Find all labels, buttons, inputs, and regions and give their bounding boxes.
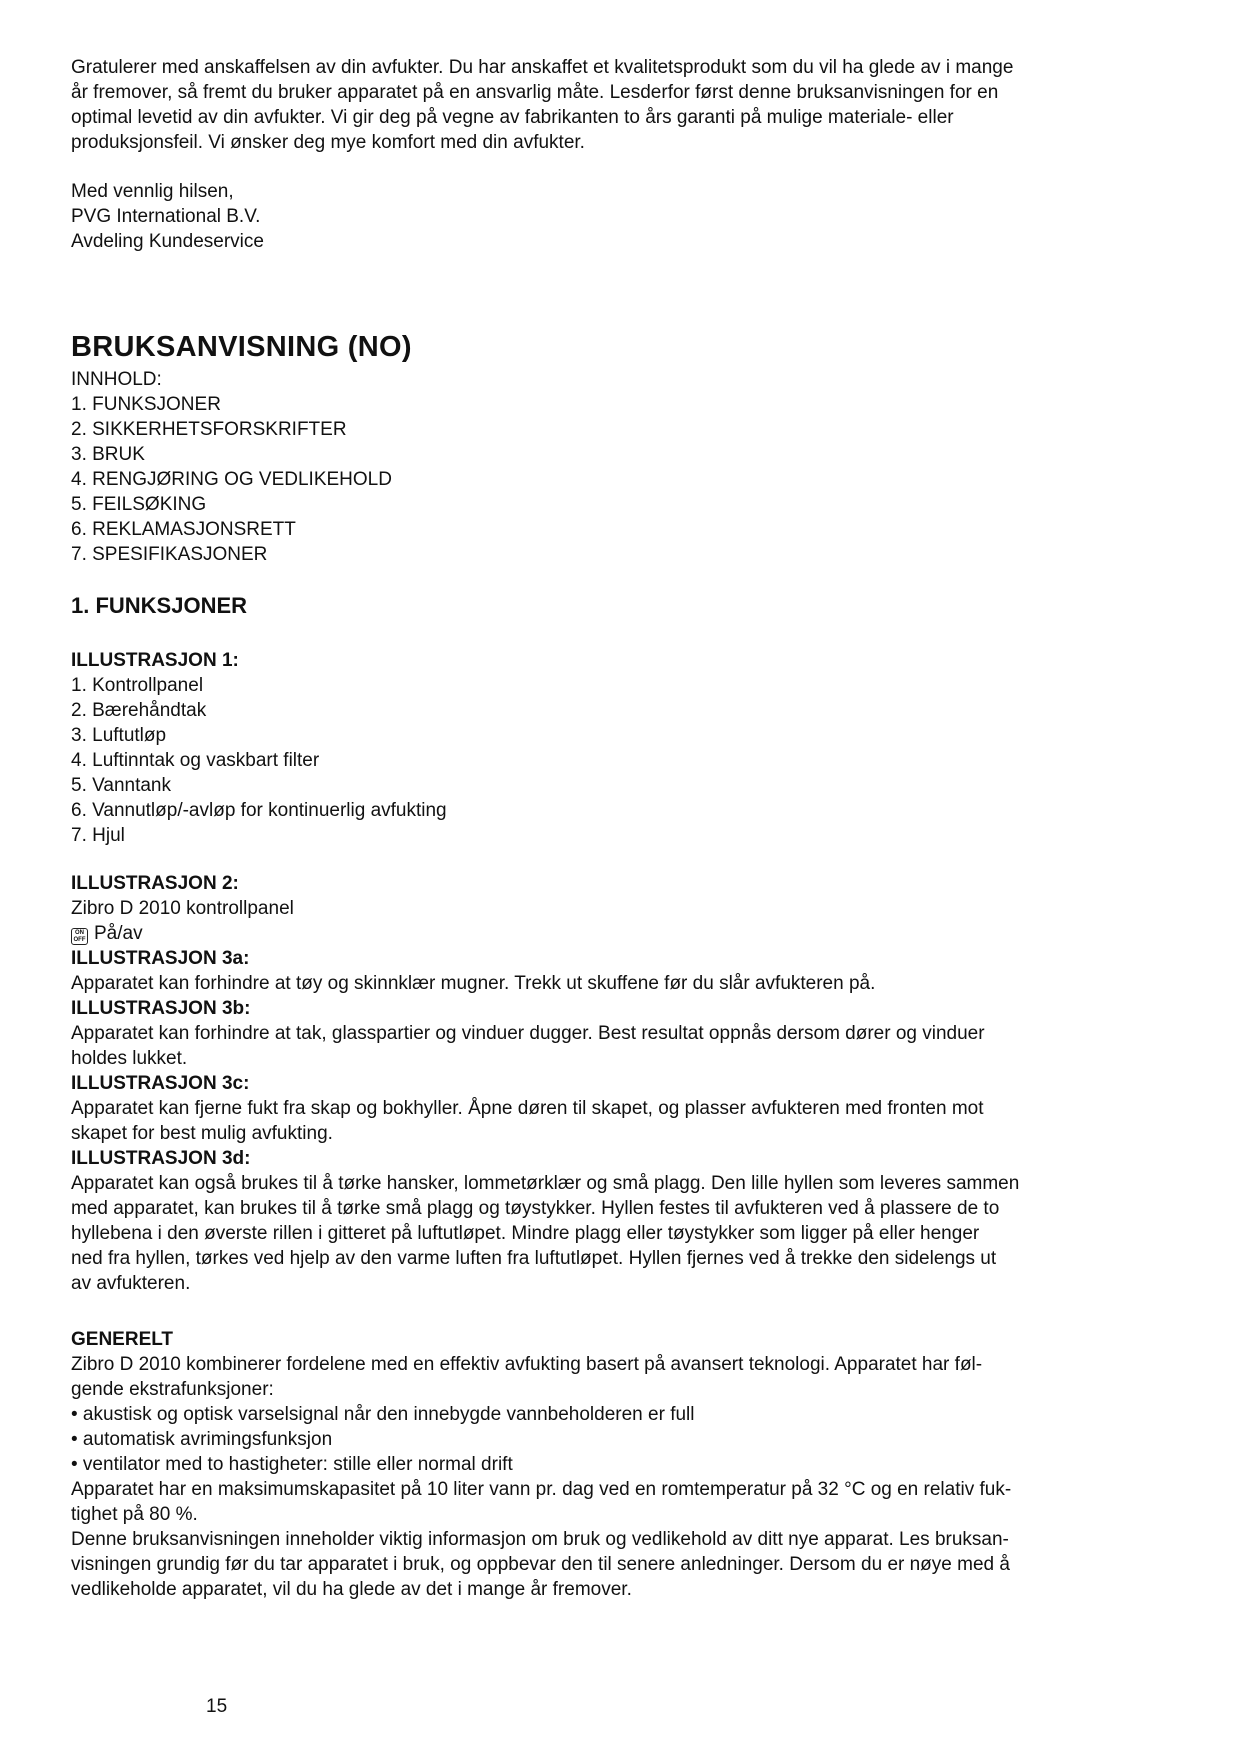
text-line: 5. Vanntank (71, 775, 172, 796)
parts-list (71, 673, 1201, 848)
text-line: produksjonsfeil. Vi ønsker deg mye komfort med din avfukter. (71, 132, 585, 153)
illustration-text (71, 1021, 1201, 1071)
text-line: 3. BRUK (71, 444, 145, 465)
text-line: 2. SIKKERHETSFORSKRIFTER (71, 419, 347, 440)
text-line: Apparatet har en maksimumskapasitet på 10 liter vann pr. dag ved en romtemperatur på 32 °C og en relativ fuk- (71, 1479, 1012, 1500)
text-line: hyllebena i den øverste rillen i gitteret på luftutløpet. Mindre plagg eller tøystykker som ligger på eller henger (71, 1223, 980, 1244)
illustration-subtitle: Zibro D 2010 kontrollpanel (71, 898, 294, 919)
text-line: 5. FEILSØKING (71, 494, 207, 515)
general-section (71, 1327, 1201, 1602)
text-line: av avfukteren. (71, 1273, 191, 1294)
text-line: Zibro D 2010 kombinerer fordelene med en effektiv avfukting basert på avansert teknologi. Apparatet har føl- (71, 1354, 983, 1375)
illustration-1 (71, 648, 1201, 848)
illustration-text (71, 1171, 1201, 1296)
text-line: 7. Hjul (71, 825, 125, 846)
text-line: 2. Bærehåndtak (71, 700, 207, 721)
text-line: gende ekstrafunksjoner: (71, 1379, 274, 1400)
page-number: 15 (206, 1696, 228, 1717)
illustration-heading: ILLUSTRASJON 3b: (71, 998, 251, 1019)
text-line: 4. RENGJØRING OG VEDLIKEHOLD (71, 469, 392, 490)
text-line: skapet for best mulig avfukting. (71, 1123, 333, 1144)
text-line: 7. SPESIFIKASJONER (71, 544, 268, 565)
text-line: 6. REKLAMASJONSRETT (71, 519, 296, 540)
page-title: BRUKSANVISNING (NO) (71, 331, 412, 363)
text-line: Med vennlig hilsen, (71, 181, 234, 202)
text-line: Gratulerer med anskaffelsen av din avfukter. Du har anskaffet et kvalitetsprodukt som du vil ha glede av i mange (71, 57, 1014, 78)
text-line: ned fra hyllen, tørkes ved hjelp av den varme luften fra luftutløpet. Hyllen fjernes ved å trekke den sidelengs ut (71, 1248, 997, 1269)
illustration-heading: ILLUSTRASJON 3d: (71, 1148, 251, 1169)
text-line: 3. Luftutløp (71, 725, 167, 746)
illustration-heading: ILLUSTRASJON 3c: (71, 1073, 250, 1094)
general-text (71, 1352, 1201, 1602)
text-line: Denne bruksanvisningen inneholder viktig informasjon om bruk og vedlikehold av ditt nye apparat. Les bruksan- (71, 1529, 1009, 1550)
text-line: • automatisk avrimingsfunksjon (71, 1429, 333, 1450)
text-line: år fremover, så fremt du bruker apparatet på en ansvarlig måte. Lesderfor først denne bruksanvisningen for en (71, 82, 999, 103)
text-line: Apparatet kan forhindre at tak, glasspartier og vinduer dugger. Best resultat oppnås dersom dører og vinduer (71, 1023, 985, 1044)
table-of-contents (71, 367, 1201, 567)
text-line: optimal levetid av din avfukter. Vi gir deg på vegne av fabrikanten to års garanti på mulige materiale- eller (71, 107, 954, 128)
intro-paragraph (71, 55, 1201, 155)
text-line: visningen grundig før du tar apparatet i bruk, og oppbevar den til senere anledninger. Dersom du er nøye med å (71, 1554, 1010, 1575)
greeting (71, 179, 1201, 254)
text-line: • akustisk og optisk varselsignal når den innebygde vannbeholderen er full (71, 1404, 695, 1425)
icon-off-text: OFF (73, 937, 86, 943)
text-line: Apparatet kan fjerne fukt fra skap og bokhyller. Åpne døren til skapet, og plasser avfukteren med fronten mot (71, 1098, 984, 1119)
illustration-text (71, 1096, 1201, 1146)
illustration-heading: ILLUSTRASJON 2: (71, 873, 239, 894)
text-line: holdes lukket. (71, 1048, 188, 1069)
illustration-2-and-3 (71, 871, 1201, 1296)
toc-label: INNHOLD: (71, 369, 162, 390)
illustration-heading: ILLUSTRASJON 3a: (71, 948, 250, 969)
onoff-label: På/av (94, 923, 143, 944)
text-line: Apparatet kan forhindre at tøy og skinnklær mugner. Trekk ut skuffene før du slår avfukteren på. (71, 973, 876, 994)
text-line: 1. FUNKSJONER (71, 394, 221, 415)
illustration-text (71, 971, 1201, 996)
illustration-heading: ILLUSTRASJON 1: (71, 650, 239, 671)
section-heading: 1. FUNKSJONER (71, 593, 248, 618)
on-off-icon (71, 928, 88, 945)
text-line: vedlikeholde apparatet, vil du ha glede av det i mange år fremover. (71, 1579, 632, 1600)
text-line: PVG International B.V. (71, 206, 261, 227)
text-line: tighet på 80 %. (71, 1504, 198, 1525)
text-line: Avdeling Kundeservice (71, 231, 264, 252)
toc-items (71, 392, 1201, 567)
icon-on-text: ON (75, 930, 84, 936)
text-line: 1. Kontrollpanel (71, 675, 204, 696)
general-heading: GENERELT (71, 1329, 174, 1350)
text-line: med apparatet, kan brukes til å tørke små plagg og tøystykker. Hyllen festes til avfukteren ved å plassere de to (71, 1198, 1000, 1219)
onoff-row (71, 921, 1201, 946)
text-line: Apparatet kan også brukes til å tørke hansker, lommetørklær og små plagg. Den lille hyllen som leveres sammen (71, 1173, 1020, 1194)
text-line: 4. Luftinntak og vaskbart filter (71, 750, 320, 771)
text-line: • ventilator med to hastigheter: stille eller normal drift (71, 1454, 513, 1475)
text-line: 6. Vannutløp/-avløp for kontinuerlig avfukting (71, 800, 447, 821)
